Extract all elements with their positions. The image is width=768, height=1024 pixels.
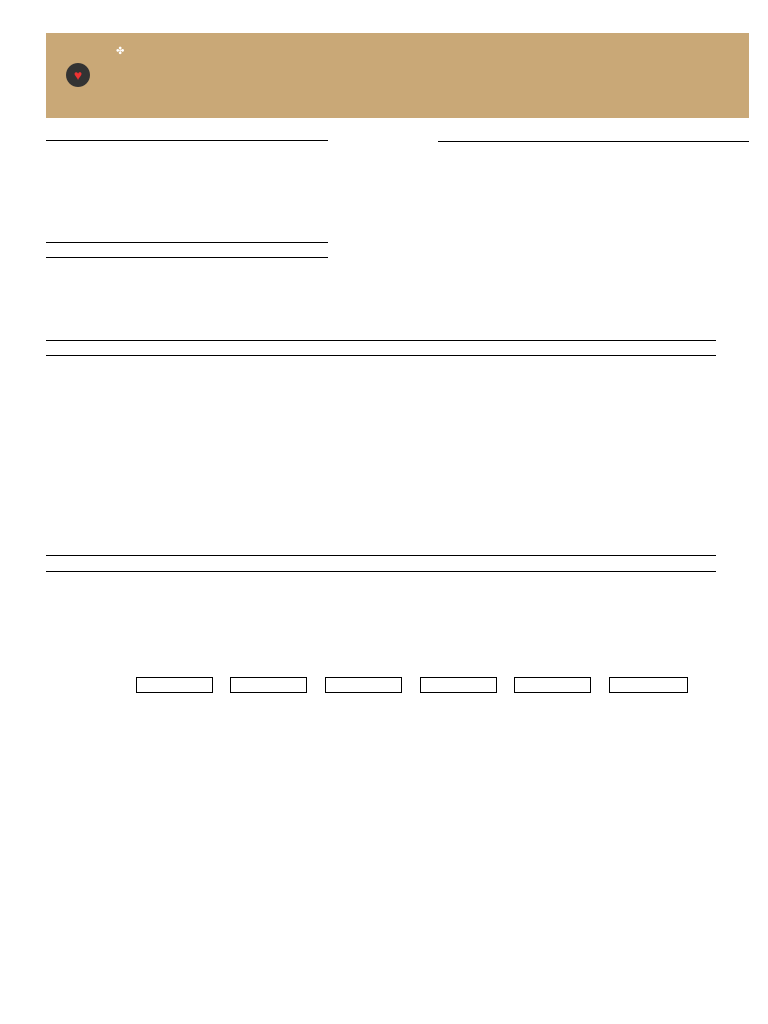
table-header [0, 343, 768, 355]
divider [438, 141, 749, 142]
box-min-payment [609, 677, 688, 693]
divider [46, 355, 716, 356]
spending-pie-chart [100, 730, 260, 830]
divider [46, 340, 716, 341]
divider [46, 555, 716, 556]
box-payments [420, 677, 497, 693]
divider [46, 242, 328, 243]
brand-header [46, 33, 749, 118]
divider [46, 571, 716, 572]
divider [46, 257, 328, 258]
box-previous-balance [136, 677, 213, 693]
box-period-debt [514, 677, 591, 693]
garanti-bonus-gold-logo [66, 41, 186, 113]
heart-icon: ♥ [66, 63, 90, 87]
divider [46, 140, 328, 141]
clover-icon: ✤ [116, 46, 125, 57]
box-period-spending [230, 677, 307, 693]
box-interest-fees [325, 677, 402, 693]
